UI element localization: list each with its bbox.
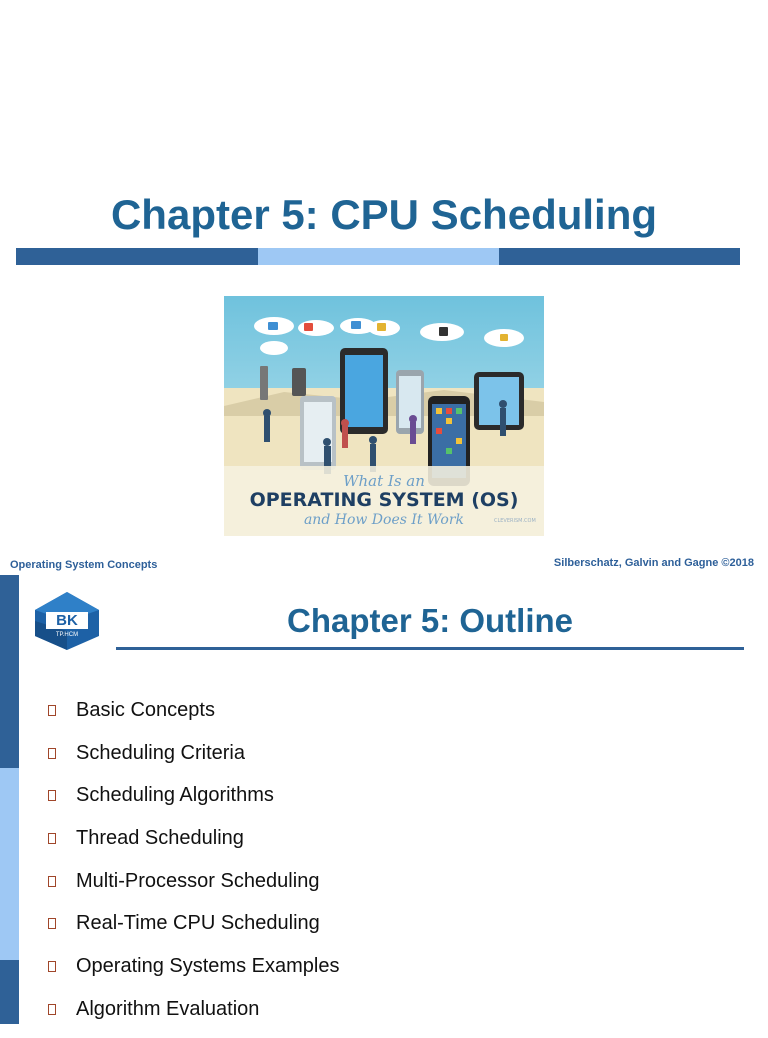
hero-credit: CLEVERISM.COM [494,518,536,524]
hero-illustration [224,296,544,536]
list-item [48,696,339,739]
list-item [48,824,339,867]
side-bar-light [0,768,19,960]
hero-illustration-art [224,296,544,536]
list-item [48,867,339,910]
list-item [48,739,339,782]
bullet-icon [48,705,56,716]
bk-logo-subtext: TP.HCM [55,632,79,638]
outline-title: Chapter 5: Outline [286,602,574,639]
bk-logo [34,591,100,651]
list-item-label: Thread Scheduling [76,827,244,850]
bullet-icon [48,1004,56,1015]
title-bar-middle [258,248,499,265]
hero-line1: What Is an [343,472,425,490]
bullet-icon [48,748,56,759]
list-item-label: Operating Systems Examples [76,955,340,978]
list-item [48,952,339,995]
outline-list [48,696,339,1038]
slide-title-heading: Chapter 5: CPU Scheduling [110,191,658,238]
list-item-label: Real-Time CPU Scheduling [76,912,320,935]
hero-line2: OPERATING SYSTEM (OS) [249,489,519,511]
title-bar-right [499,248,740,265]
list-item-label: Scheduling Criteria [76,741,245,764]
bullet-icon [48,833,56,844]
bullet-icon [48,918,56,929]
footer-authors: Silberschatz, Galvin and Gagne ©2018 [553,557,754,569]
list-item-label: Multi-Processor Scheduling [76,869,320,892]
list-item-label: Algorithm Evaluation [76,997,260,1020]
list-item [48,995,339,1038]
list-item [48,781,339,824]
list-item-label: Scheduling Algorithms [76,784,274,807]
footer-book-title: Operating System Concepts [10,559,158,571]
bullet-icon [48,961,56,972]
bk-logo-icon [34,591,100,651]
side-bar-dark-top [0,575,19,768]
hero-line3: and How Does It Work [303,512,465,528]
list-item-label: Basic Concepts [76,699,215,721]
side-bar-dark-bottom [0,960,19,1024]
list-item [48,909,339,952]
bullet-icon [48,790,56,801]
bullet-icon [48,876,56,887]
bk-logo-text: BK [56,612,78,629]
title-bar-left [16,248,258,265]
outline-rule [116,647,744,650]
